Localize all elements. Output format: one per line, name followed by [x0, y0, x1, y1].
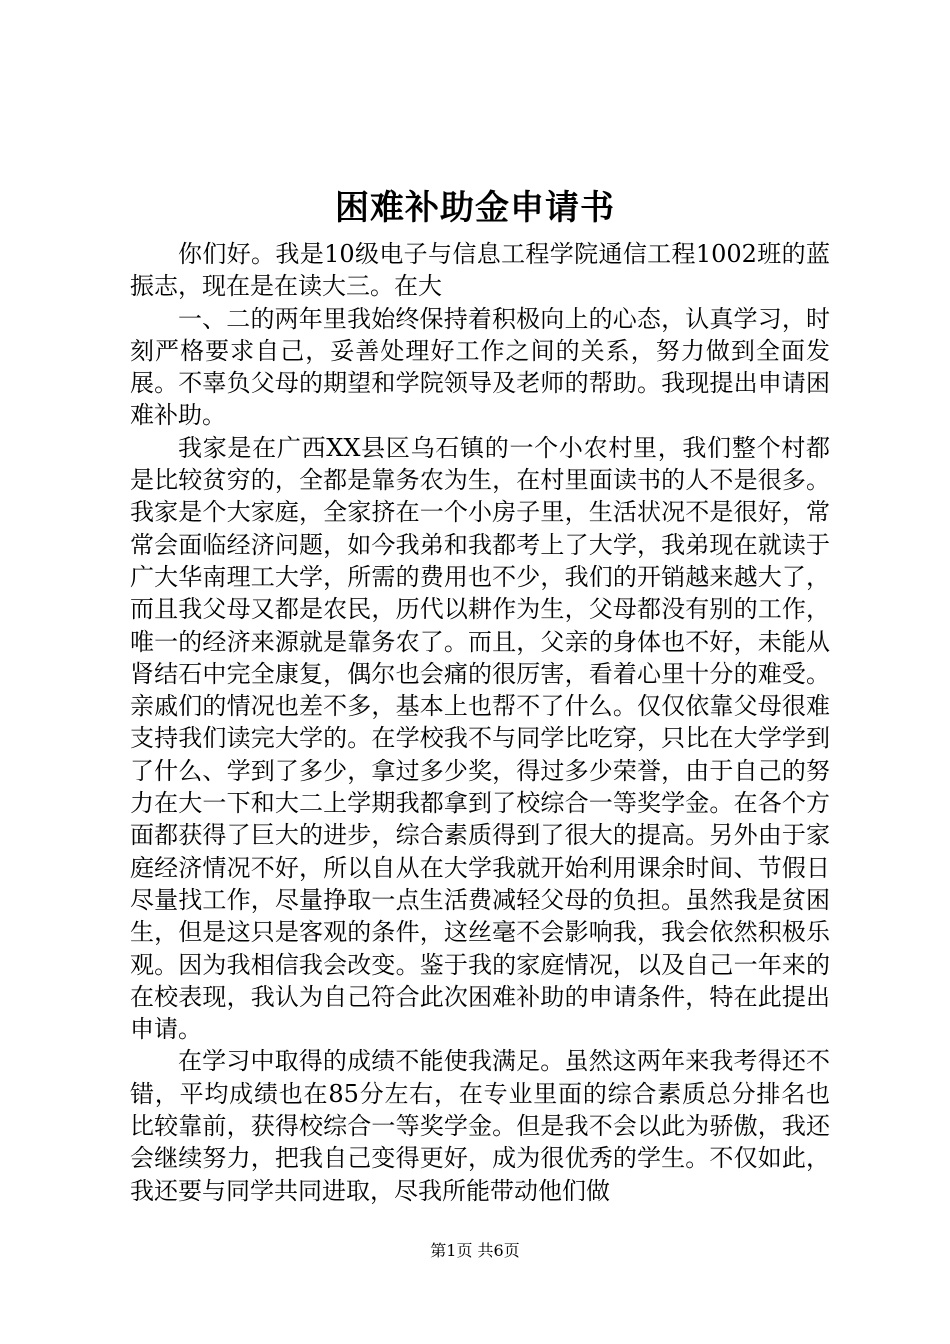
page-title: 困难补助金申请书 [335, 188, 615, 228]
paragraph-greeting: 你们好。我是10级电子与信息工程学院通信工程1002班的蓝振志，现在是在读大三。在大 [130, 240, 830, 301]
paragraph-family-situation: 我家是在广西XX县区乌石镇的一个小农村里，我们整个村都是比较贫穷的，全都是靠务农为生，在村里面读书的人不是很多。我家是个大家庭，全家挤在一个小房子里，生活状况不是很好，常常会面临经济问题，如今我弟和我都考上了大学，我弟现在就读于广大华南理工大学，所需的费用也不少，我们的开销越来越大了，而且我父母又都是农民，历代以耕作为生，父母都没有别的工作，唯一的经济来源就是靠务农了。而且，父亲的身体也不好，未能从肾结石中完全康复，偶尔也会痛的很厉害，看着心里十分的难受。亲戚们的情况也差不多，基本上也帮不了什么。仅仅依靠父母很难支持我们读完大学的。在学校我不与同学比吃穿，只比在大学学到了什么、学到了多少，拿过多少奖，得过多少荣誉，由于自己的努力在大一下和大二上学期我都拿到了校综合一等奖学金。在各个方面都获得了巨大的进步，综合素质得到了很大的提高。另外由于家庭经济情况不好，所以自从在大学我就开始利用课余时间、节假日尽量找工作，尽量挣取一点生活费减轻父母的负担。虽然我是贫困生，但是这只是客观的条件，这丝毫不会影响我，我会依然积极乐观。因为我相信我会改变。鉴于我的家庭情况，以及自己一年来的在校表现，我认为自己符合此次困难补助的申请条件，特在此提出申请。 [130, 433, 830, 1044]
paragraph-academic-results: 在学习中取得的成绩不能使我满足。虽然这两年来我考得还不错，平均成绩也在85分左右，在专业里面的综合素质总分排名也比较靠前，获得校综合一等奖学金。但是我不会以此为骄傲，我还会继续努力，把我自己变得更好，成为很优秀的学生。不仅如此，我还要与同学共同进取，尽我所能带动他们做 [130, 1047, 830, 1205]
paragraph-study-attitude: 一、二的两年里我始终保持着积极向上的心态，认真学习，时刻严格要求自己，妥善处理好工作之间的关系，努力做到全面发展。不辜负父母的期望和学院领导及老师的帮助。我现提出申请困难补助。 [130, 304, 830, 430]
document-body [130, 238, 830, 1207]
page-number-footer: 第1页 共6页 [430, 1241, 520, 1260]
